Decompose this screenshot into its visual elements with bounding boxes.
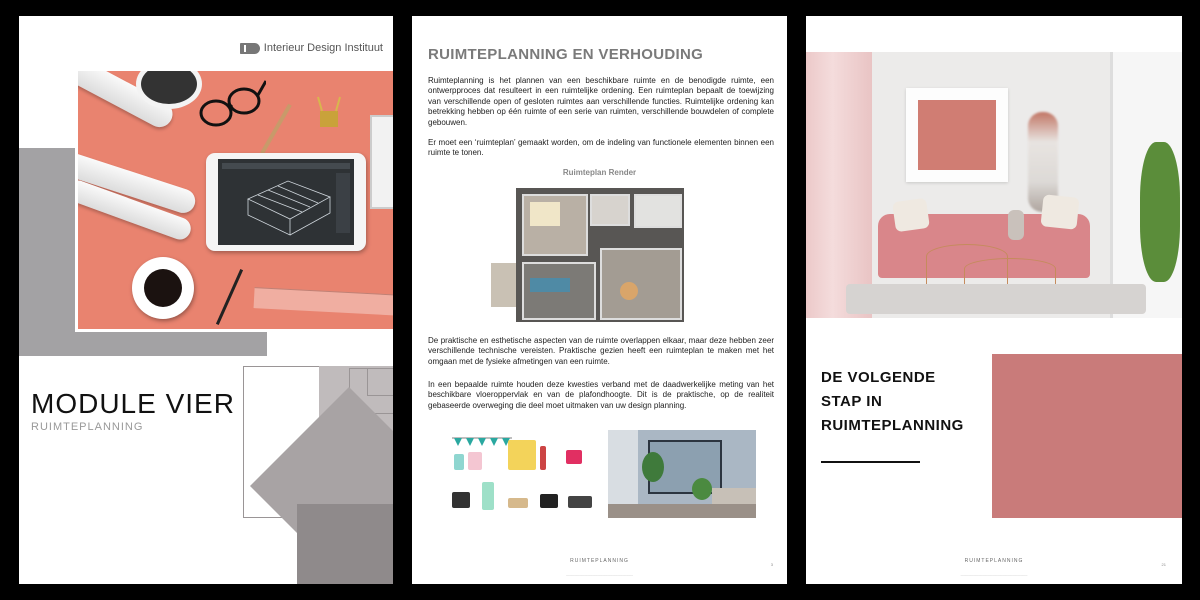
module-title: MODULE VIER — [31, 388, 235, 419]
rose-color-block — [992, 354, 1182, 518]
furniture-item — [454, 454, 464, 470]
floorplan-bed — [530, 202, 560, 226]
floorplan-closet — [590, 194, 630, 226]
rug — [846, 284, 1146, 314]
page-next-step — [806, 16, 1182, 584]
pen-icon — [216, 269, 243, 325]
tablet-screen-3d-plan — [218, 159, 354, 245]
furniture-item — [482, 482, 494, 510]
heading-line: DE VOLGENDE — [821, 369, 936, 386]
page-footer: RUIMTEPLANNING — [570, 558, 629, 564]
ruler-icon — [254, 287, 393, 316]
deco-block — [297, 504, 393, 584]
furniture-item — [568, 496, 592, 508]
living-room-photo — [806, 52, 1182, 318]
deco-square — [367, 368, 393, 396]
floorplan-kitchen — [600, 248, 682, 320]
cover-photo-desk — [75, 68, 393, 332]
glasses-icon — [196, 77, 266, 133]
plant-icon — [642, 452, 664, 482]
page-title: RUIMTEPLANNING EN VERHOUDING — [428, 46, 704, 63]
heading-line: RUIMTEPLANNING — [821, 417, 964, 434]
vase-flowers — [1008, 210, 1024, 240]
curtain — [806, 52, 872, 318]
furniture-item — [468, 452, 482, 470]
footer-fine-print: ________________________________________ — [960, 572, 1028, 576]
brand-name: Interieur Design Instituut — [263, 42, 383, 54]
next-step-heading — [821, 366, 964, 438]
floorplan-balcony — [490, 262, 518, 308]
furniture-item — [540, 494, 558, 508]
module-subtitle: RUIMTEPLANNING — [31, 421, 144, 433]
floorplan-sofa — [530, 278, 570, 292]
furniture-moodboard — [448, 436, 596, 520]
page-cover — [19, 16, 393, 584]
furniture-item — [452, 492, 470, 508]
heading-line: STAP IN — [821, 393, 883, 410]
notebook-sketch — [370, 115, 393, 209]
heading-underline — [821, 461, 920, 463]
floorplan-render — [516, 188, 684, 322]
binder-clip-icon — [314, 93, 344, 133]
brand-logo-icon — [240, 43, 260, 54]
floorplan-bath — [634, 194, 682, 228]
cushion — [892, 198, 930, 232]
furniture-item — [566, 450, 582, 464]
plant-icon — [692, 478, 712, 500]
coffee-cup — [132, 257, 194, 319]
floorplan-table — [620, 282, 638, 300]
brand — [240, 42, 383, 54]
footer-fine-print: ________________________________________ — [566, 572, 633, 576]
furniture-item — [540, 446, 546, 470]
interior-render — [608, 430, 756, 518]
figure-caption: Ruimteplan Render — [562, 168, 637, 177]
paragraph: Er moet een ‘ruimteplan’ gemaakt worden, om de indeling van functionele elementen binnen een ruimte te tonen. — [428, 138, 774, 158]
wall-art — [906, 88, 1008, 182]
page-number: 21 — [1161, 562, 1166, 567]
paragraph: De praktische en esthetische aspecten van de ruimte overlappen elkaar, maar deze hebben zeer verschillende technische vereisten. Praktische gezien heeft een ruimteplan te maken met het omgaan met de fysieke afmetingen van een ruimte. — [428, 336, 774, 366]
paragraph: Ruimteplanning is het plannen van een beschikbare ruimte en de benodigde ruimte, een ontwerpproces dat resulteert in een ruimtelijke ordening. Een ruimteplan bepaalt de toewijzing van verschillende open of gesloten ruimtes aan verschillende functies. Ruimtelijke ordening kan betrekking hebben op één ruimte of een serie van ruimten, verschillende bouwdelen of complete gebouwen. — [428, 76, 774, 127]
tablet-device — [206, 153, 366, 251]
cushion — [1040, 194, 1079, 230]
page-footer: RUIMTEPLANNING — [964, 558, 1024, 564]
furniture-item — [508, 498, 528, 508]
page-number: 3 — [770, 562, 773, 567]
paragraph: In een bepaalde ruimte houden deze kwesties verband met de daadwerkelijke meting van het beschikbare vloeroppervlak en van de plafondhoogte. Dit is de praktische, op de realiteit gebaseerde overweging die deel moet uitmaken van uw design planning. — [428, 380, 774, 410]
plant-icon — [1140, 142, 1180, 282]
furniture-item — [508, 440, 536, 470]
page-ruimteplanning — [412, 16, 787, 584]
bunting-icon — [452, 436, 512, 448]
